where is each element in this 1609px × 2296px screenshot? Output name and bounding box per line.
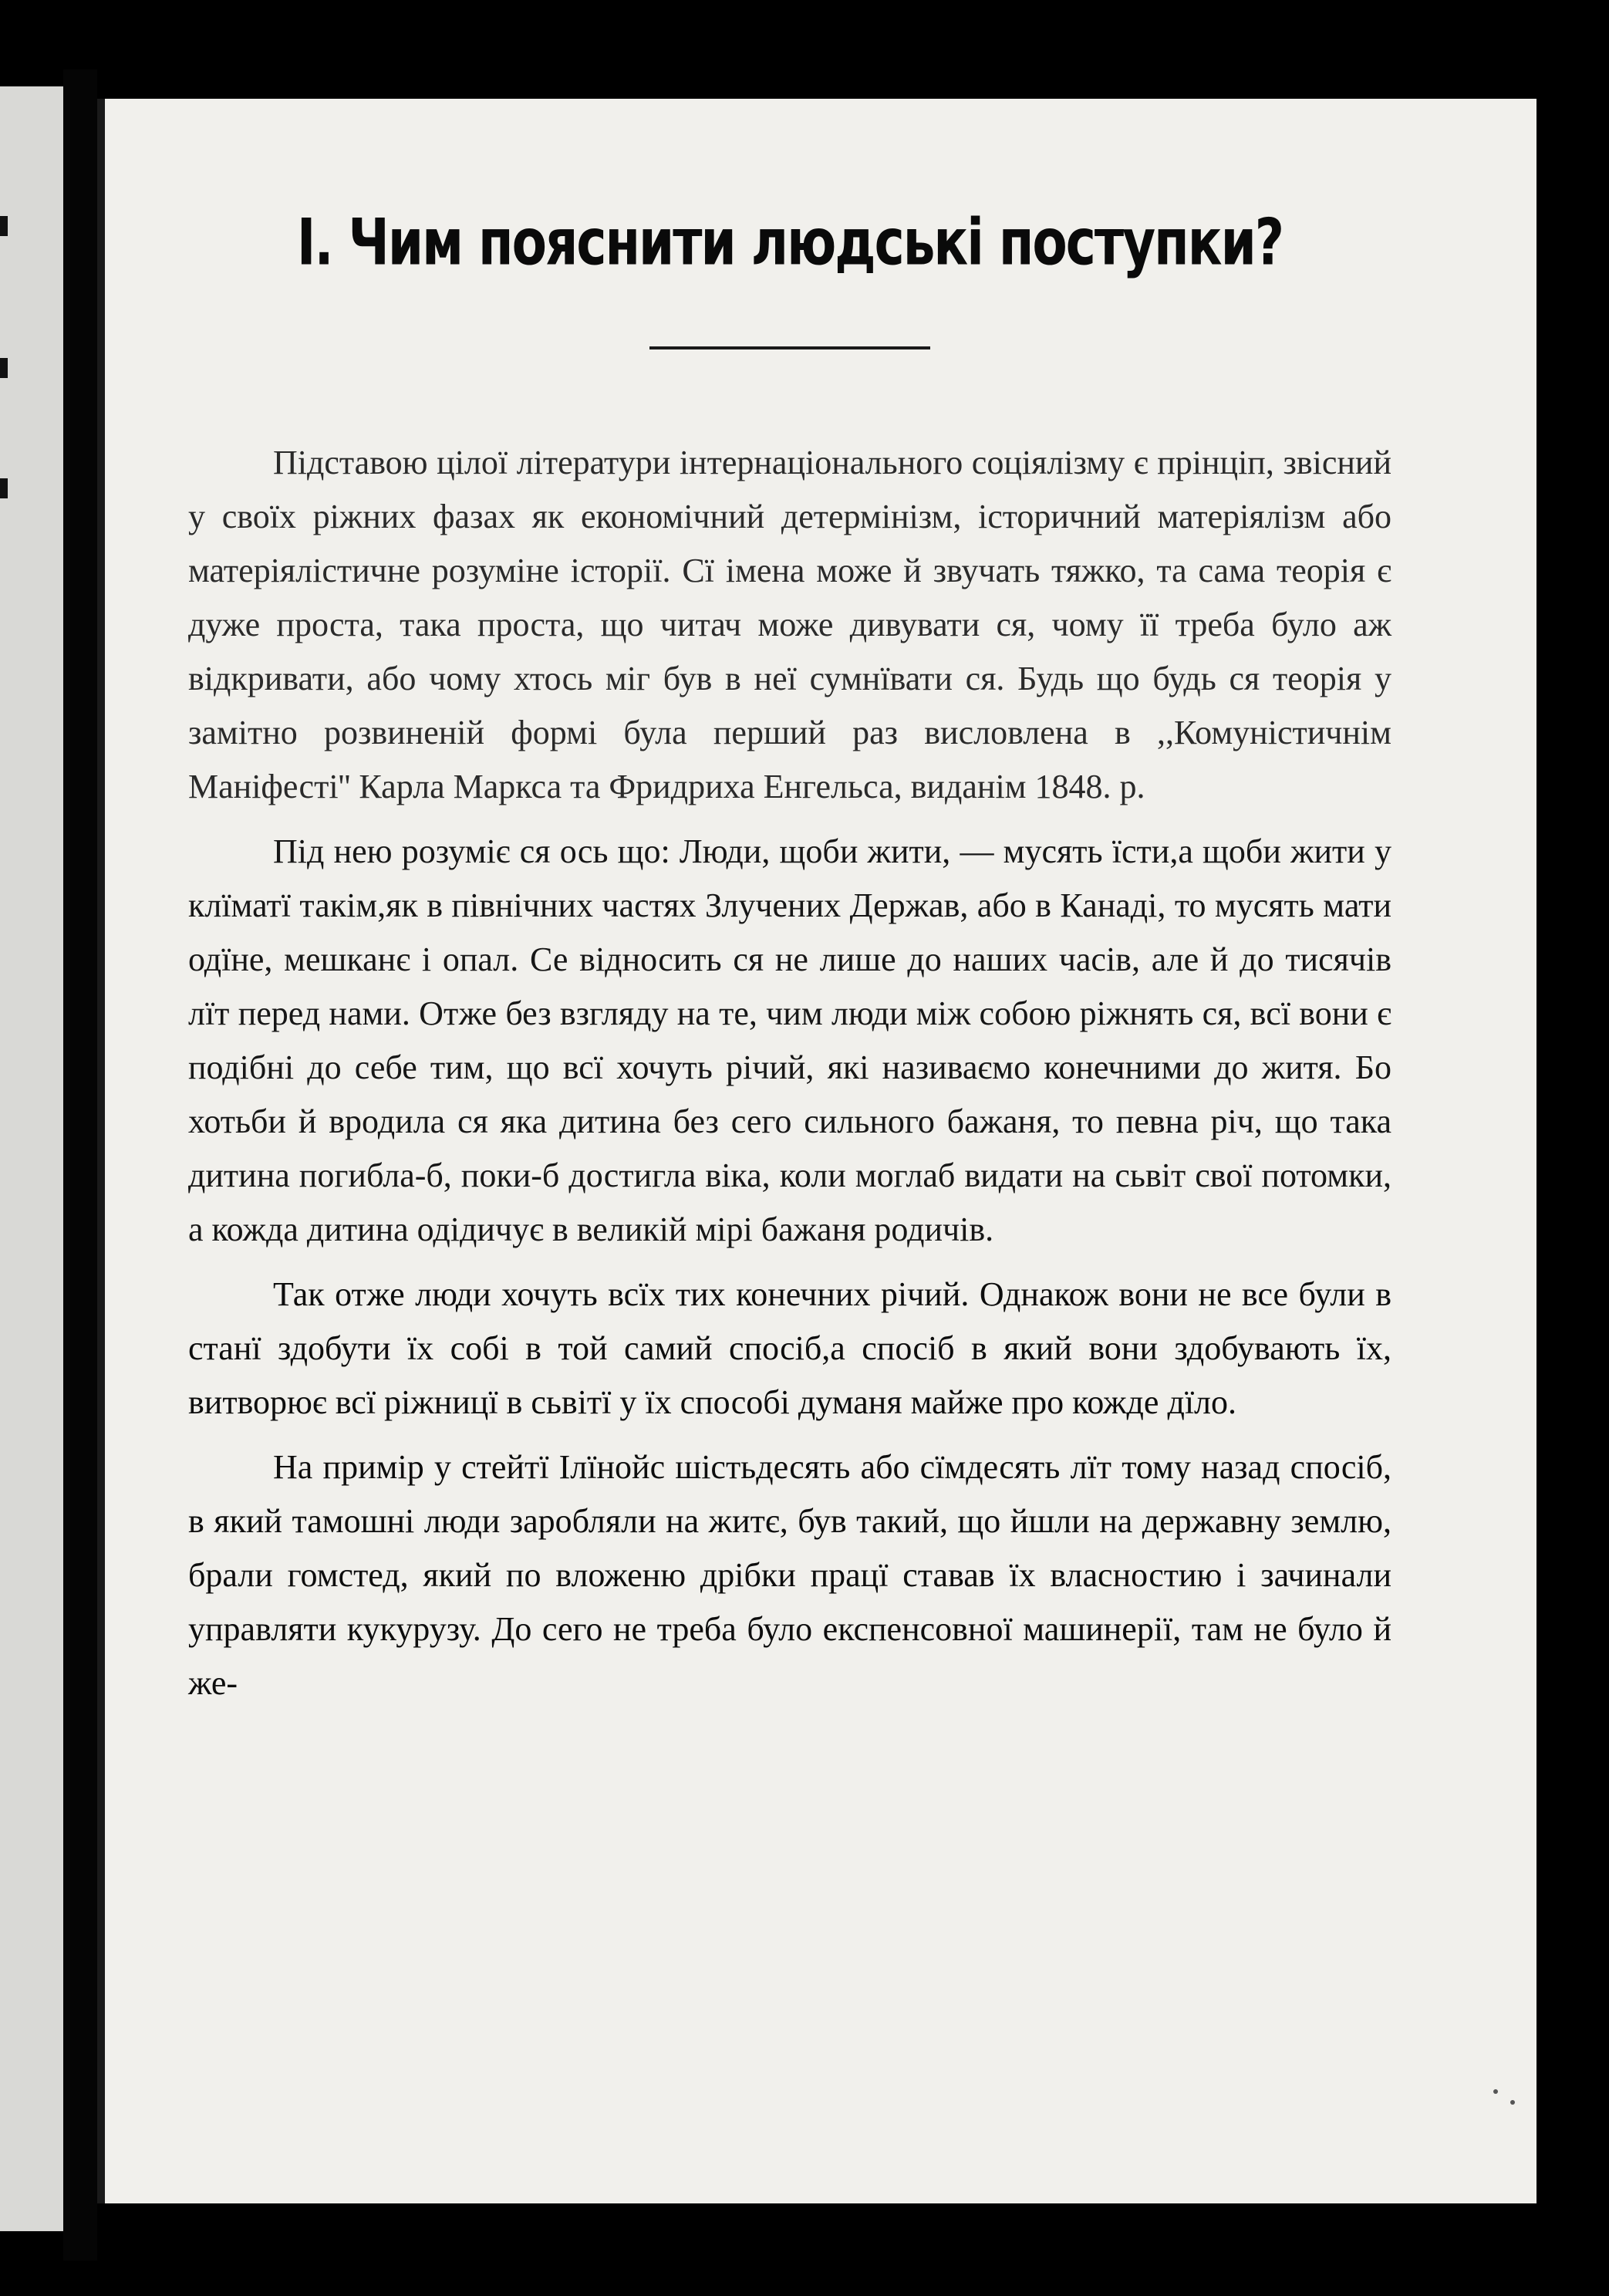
scan-speck <box>1493 2089 1498 2094</box>
paragraph: Так отже люди хочуть всїх тих конечних річий. Однакож вони не все були в станї здобути їх собі в той самий спосіб,а спосіб в який вони здобувають їх, витворює всї ріжницї в сьвітї у їх способі думаня майже про кожде дїло. <box>188 1275 1391 1421</box>
paragraph: Під нею розуміє ся ось що: Люди, щоби жити, — мусять їсти,а щоби жити у клїматї такім,як в північних частях Злучених Держав, або в Канаді, то мусять мати одїне, мешканє і опал. Се відносить ся не лише до наших часів, але й до тисячів лїт перед нами. Отже без взгляду на те, чим люди між собою ріжнять ся, всї вони є подібні до себе тим, що всї хочуть річий, які називаємо конечними до житя. Бо хотьби й вродила ся яка дитина без сего сильного бажаня, то певна річ, що така дитина погибла-б, поки-б достигла віка, коли моглаб видати на сьвіт свої потомки, а кожда дитина одідичує в великій мірі бажаня родичів. <box>188 832 1391 1248</box>
title-rule <box>649 346 930 349</box>
chapter-title: I. Чим пояснити людські поступки? <box>296 205 1283 280</box>
paragraph: На примір у стейтї Ілїнойс шістьдесять або сїмдесять лїт тому назад спосіб, в який тамошні люди заробляли на житє, був такий, що йшли на державну землю, брали гомстед, який по вложеню дрібки працї ставав їх власностию і зачинали управляти кукурузу. До сего не треба було експенсовної машинерії, там не було й же- <box>188 1448 1391 1702</box>
margin-mark <box>0 216 8 236</box>
scanned-page <box>97 99 1536 2203</box>
margin-mark <box>0 358 8 378</box>
scan-speck <box>1510 2100 1515 2105</box>
page-content <box>188 205 1391 1721</box>
body-text <box>188 436 1391 1710</box>
previous-page-edge <box>0 86 63 2231</box>
book-gutter <box>63 69 97 2261</box>
margin-mark <box>0 478 8 498</box>
paragraph: Підставою цілої літератури інтернаціонального соціялізму є прінціп, звісний у своїх ріжних фазах як економічний детермінізм, історичний матеріялізм або матеріялістичне розуміне історії. Сї імена може й звучать тяжко, та сама теорія є дуже проста, така проста, що читач може дивувати ся, чому її треба було аж відкривати, або чому хтось міг був в неї сумнївати ся. Будь що будь ся теорія у замітно розвиненій формі була перший раз висловлена в ,,Комуністичнім Маніфесті'' Карла Маркса та Фридриха Енгельса, виданім 1848. р. <box>188 444 1391 805</box>
